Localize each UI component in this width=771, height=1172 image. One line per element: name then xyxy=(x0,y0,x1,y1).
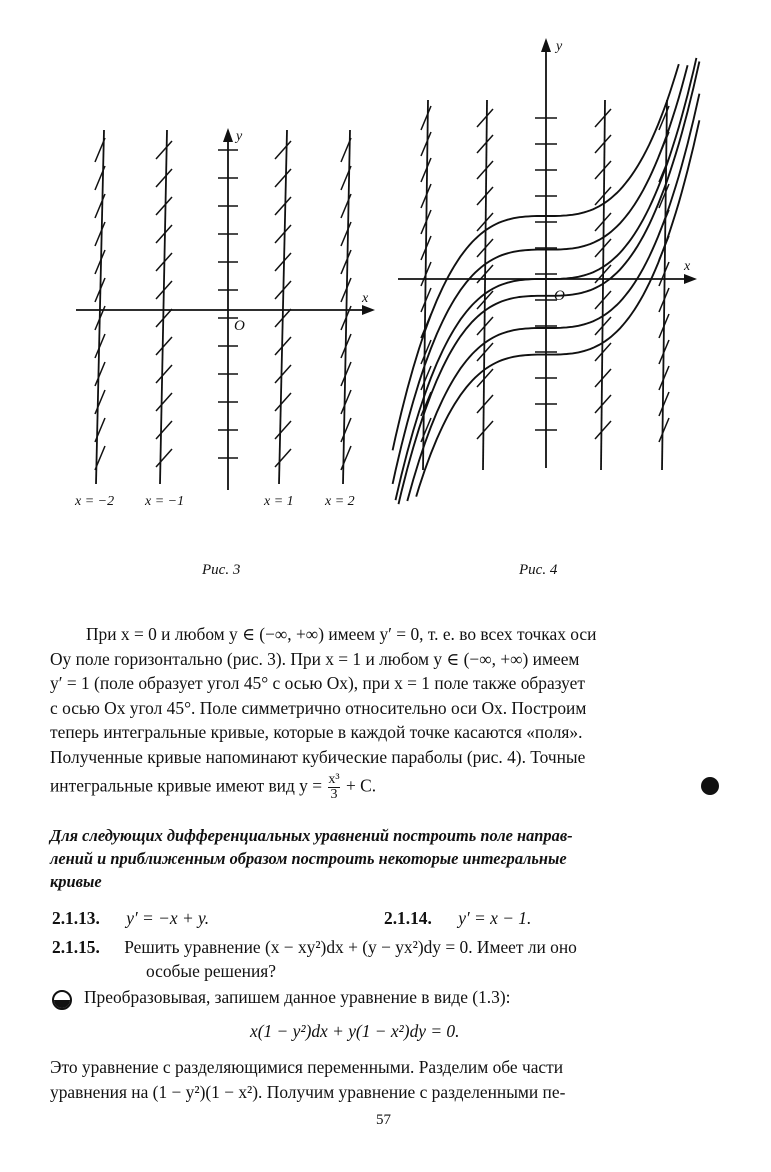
exercise-number: 2.1.15. xyxy=(52,937,100,957)
fig3-slope-marks xyxy=(95,138,351,470)
fig3-labels xyxy=(74,129,369,509)
slope-mark xyxy=(341,222,351,246)
slope-mark xyxy=(156,421,172,439)
fig4-line-xm1 xyxy=(483,100,487,470)
end-of-solution-icon xyxy=(701,777,719,795)
slope-mark xyxy=(156,141,172,159)
p1-line-3: y′ = 1 (поле образует угол 45° с осью Ox), при x = 1 поле также образует xyxy=(50,673,585,693)
task-line-3: кривые xyxy=(50,872,102,891)
slope-mark xyxy=(275,365,291,383)
fig3-origin-label: O xyxy=(234,318,245,334)
fig4-caption: Рис. 4 xyxy=(519,562,558,578)
exercise-2-1-15-cont: особые решения? xyxy=(146,961,276,981)
slope-mark xyxy=(156,197,172,215)
figure-4 xyxy=(393,38,700,504)
p1-line-7-post: + C. xyxy=(345,775,377,796)
slope-mark xyxy=(421,106,431,130)
slope-mark xyxy=(275,141,291,159)
exercise-2-1-14 xyxy=(384,908,531,929)
slope-mark xyxy=(156,169,172,187)
fig3-label-x1: x = 1 xyxy=(264,494,294,509)
fig4-y-label: y xyxy=(556,39,563,54)
fig3-caption: Рис. 3 xyxy=(202,562,241,578)
exercise-2-1-15 xyxy=(52,937,577,958)
paragraph-2 xyxy=(50,1055,720,1104)
frac-numerator: x³ xyxy=(328,772,340,787)
exercise-text: y′ = −x + y. xyxy=(126,908,210,928)
slope-mark xyxy=(275,225,291,243)
slope-mark xyxy=(477,109,493,127)
slope-mark xyxy=(275,449,291,467)
slope-mark xyxy=(156,393,172,411)
fig4-y-arrow xyxy=(541,38,551,52)
p1-line-6: Полученные кривые напоминают кубические параболы (рис. 4). Точные xyxy=(50,746,586,767)
fig4-origin-label: O xyxy=(554,288,565,304)
slope-mark xyxy=(595,421,611,439)
slope-mark xyxy=(95,194,105,218)
fig3-label-x2: x = 2 xyxy=(325,494,355,509)
p1-line-7 xyxy=(50,773,720,802)
slope-mark xyxy=(421,158,431,182)
slope-mark xyxy=(156,449,172,467)
exercise-text: y′ = x − 1. xyxy=(458,908,532,928)
integral-curve xyxy=(399,62,700,505)
slope-mark xyxy=(477,135,493,153)
p1-line-4: с осью Ox угол 45°. Поле симметрично относительно оси Ox. Построим xyxy=(50,697,587,718)
slope-mark xyxy=(477,421,493,439)
slope-mark xyxy=(341,418,351,442)
slope-mark xyxy=(275,393,291,411)
fig3-x-label: x xyxy=(362,291,369,306)
slope-mark xyxy=(95,390,105,414)
slope-mark xyxy=(95,222,105,246)
exercise-number: 2.1.13. xyxy=(52,908,100,928)
slope-mark xyxy=(659,418,669,442)
slope-mark xyxy=(595,369,611,387)
task-line-2: лений и приближенным образом построить некоторые интегральные xyxy=(50,849,567,868)
slope-mark xyxy=(659,392,669,416)
fig3-label-xm2: x = −2 xyxy=(75,494,115,509)
p2-line-2: уравнения на (1 − y²)(1 − x²). Получим уравнение с разделенными пе- xyxy=(50,1081,566,1102)
slope-mark xyxy=(595,395,611,413)
p1-line-1: При x = 0 и любом y ∈ (−∞, +∞) имеем y′ = 0, т. е. во всех точках оси xyxy=(86,624,597,644)
slope-mark xyxy=(275,169,291,187)
slope-mark xyxy=(477,161,493,179)
p1-line-2: Oy поле горизонтально (рис. 3). При x = 1 и любом y ∈ (−∞, +∞) имеем xyxy=(50,648,580,669)
slope-mark xyxy=(421,132,431,156)
fig3-y-arrow xyxy=(223,128,233,142)
slope-mark xyxy=(341,194,351,218)
fig3-x-arrow xyxy=(362,305,375,315)
paragraph-1 xyxy=(50,622,720,802)
task-line-1: Для следующих дифференциальных уравнений построить поле направ- xyxy=(50,826,573,845)
fig4-slope-marks xyxy=(421,106,669,442)
slope-mark xyxy=(477,369,493,387)
p1-line-7-pre: интегральные кривые имеют вид y = xyxy=(50,775,323,796)
integral-curve xyxy=(393,64,679,450)
exercise-2-1-13 xyxy=(52,908,209,929)
integral-curve xyxy=(416,120,699,496)
fig4-x-label: x xyxy=(684,259,691,274)
task-statement xyxy=(50,824,722,893)
slope-mark xyxy=(595,109,611,127)
slope-mark xyxy=(595,161,611,179)
p1-line-5: теперь интегральные кривые, которые в каждой точке касаются «поля». xyxy=(50,722,583,742)
slope-mark xyxy=(341,390,351,414)
solution-start-icon xyxy=(52,990,72,1010)
fraction-x3-over-3 xyxy=(328,773,339,802)
slope-mark xyxy=(477,395,493,413)
fig4-line-x2 xyxy=(662,100,667,470)
fig3-y-label: y xyxy=(236,129,243,144)
slope-mark xyxy=(156,365,172,383)
page-number: 57 xyxy=(376,1112,391,1128)
fig4-x-arrow xyxy=(684,274,697,284)
slope-mark xyxy=(95,362,105,386)
slope-mark xyxy=(341,250,351,274)
exercise-number: 2.1.14. xyxy=(384,908,432,928)
frac-denominator: 3 xyxy=(328,787,339,802)
slope-mark xyxy=(275,197,291,215)
fig3-label-xm1: x = −1 xyxy=(145,494,185,509)
slope-mark xyxy=(156,337,172,355)
solution-intro: Преобразовывая, запишем данное уравнение в виде (1.3): xyxy=(84,987,511,1007)
slope-mark xyxy=(275,421,291,439)
p2-line-1: Это уравнение с разделяющимися переменными. Разделим обе части xyxy=(50,1057,564,1077)
slope-mark xyxy=(341,446,351,470)
solution-equation: x(1 − y²)dx + y(1 − x²)dy = 0. xyxy=(250,1021,460,1041)
slope-mark xyxy=(595,135,611,153)
exercise-text: Решить уравнение (x − xy²)dx + (y − yx²)dy = 0. Имеет ли оно xyxy=(124,937,577,957)
figure-3 xyxy=(76,128,375,490)
